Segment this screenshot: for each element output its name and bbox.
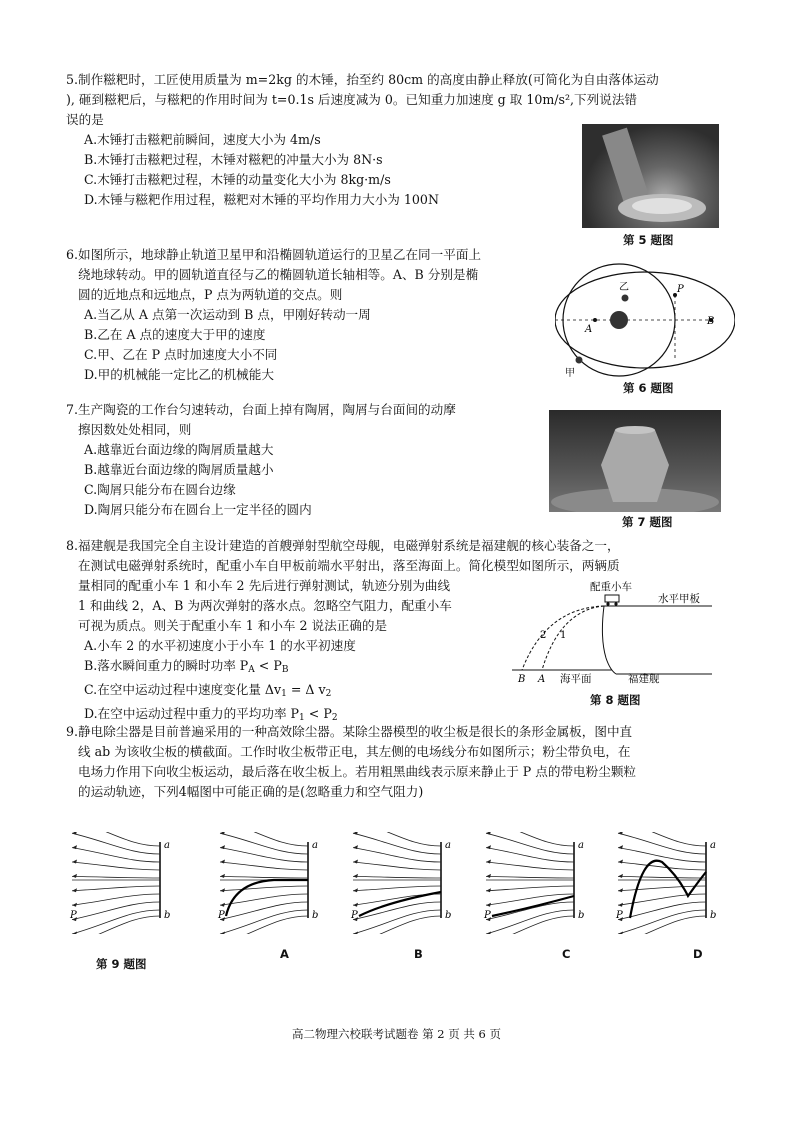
q7-option-a: A.越靠近台面边缘的陶屑质量越大 [84, 442, 274, 457]
q6-caption: 第 6 题图 [623, 381, 674, 395]
field-line [486, 832, 574, 846]
field-line [486, 848, 574, 862]
q6-label-a: A [585, 324, 593, 335]
plate-label-a: a [710, 840, 716, 851]
q9-panel-b [347, 832, 457, 934]
field-arrow [353, 932, 358, 935]
q7-option-d: D.陶屑只能分布在圆台上一定半径的圆内 [84, 502, 312, 517]
q6-label-jia: 甲 [565, 368, 575, 379]
q9-panel-c [480, 832, 590, 934]
q8-line-4: 1 和曲线 2，A、B 为两次弹射的落水点。忽略空气阻力，配重小车 [78, 598, 452, 613]
q9-panel-reference [66, 832, 176, 934]
field-line [72, 894, 160, 905]
q5-option-c: C.木锤打击糍粑过程，木锤的动量变化大小为 8kg·m/s [84, 172, 391, 187]
field-line [72, 876, 160, 878]
q6-line-2: 绕地球转动。甲的圆轨道直径与乙的椭圆轨道长轴相等。A、B 分别是椭 [78, 267, 479, 282]
q8-option-d-sub1: 1 [299, 713, 305, 723]
page-footer: 高二物理六校联考试题卷 第 2 页 共 6 页 [291, 1027, 502, 1041]
q7-option-c: C.陶屑只能分布在圆台边缘 [84, 482, 236, 497]
field-line [353, 848, 441, 862]
q5-line-2: ), 砸到糍粑后，与糍粑的作用时间为 t=0.1s 后速度减为 0。已知重力加速度 g 取 10m/s²,下列说法错 [66, 92, 638, 107]
q8-label-car: 配重小车 [590, 581, 632, 593]
plate-label-b: b [164, 910, 171, 921]
q9-line-4: 的运动轨迹，下列4幅图中可能正确的是(忽略重力和空气阻力) [78, 784, 424, 799]
plate-label-a: a [578, 840, 584, 851]
q8-option-a: A.小车 2 的水平初速度小于小车 1 的水平初速度 [84, 638, 356, 653]
q8-label-b: B [518, 674, 526, 685]
q8-option-d-sub2: 2 [331, 713, 338, 723]
q9-panel-a [214, 832, 324, 934]
field-arrow [353, 874, 358, 878]
q8-label-sea: 海平面 [560, 673, 592, 685]
field-line [72, 832, 160, 846]
q8-line-2: 在测试电磁弹射系统时，配重小车自甲板前端水平射出，落至海面上。简化模型如图所示，两辆质 [78, 558, 620, 573]
particle-trajectory [492, 896, 574, 916]
q5-line-3: 误的是 [66, 112, 104, 127]
q5-line-1: 5.制作糍粑时，工匠使用质量为 m=2kg 的木锤，抬至约 80cm 的高度由静止释放(可简化为自由落体运动 [66, 72, 659, 87]
plate-label-b: b [445, 910, 452, 921]
field-line [72, 862, 160, 870]
field-arrow [220, 860, 225, 864]
point-label-p: P [616, 910, 623, 921]
q7-photo-art [549, 410, 721, 512]
particle-trajectory [359, 892, 441, 916]
field-line [353, 876, 441, 878]
field-line [220, 876, 308, 878]
q9-caption-d: D [693, 947, 703, 961]
field-arrow [353, 860, 358, 864]
q6-line-3: 圆的近地点和远地点，P 点为两轨道的交点。则 [78, 287, 343, 302]
q8-option-b-mid: < P [254, 658, 282, 673]
q5-photo-art [582, 124, 719, 228]
field-arrow [486, 932, 491, 935]
field-line [353, 862, 441, 870]
q6-option-b: B.乙在 A 点的速度大于甲的速度 [84, 327, 266, 342]
field-line [72, 833, 160, 854]
q8-caption: 第 8 题图 [590, 693, 641, 707]
q5-caption: 第 5 题图 [623, 233, 674, 247]
field-line [72, 886, 160, 891]
question-9 [66, 722, 636, 802]
q8-label-ship: 福建舰 [628, 673, 660, 685]
q8-label-curve-2: 2 [540, 630, 547, 641]
q8-option-c-sub1: 1 [281, 689, 287, 699]
field-arrow [220, 874, 225, 878]
field-arrow [72, 874, 77, 878]
q8-option-c-text: C.在空中运动过程中速度变化量 Δv [84, 682, 282, 697]
field-line [220, 886, 308, 891]
field-arrow [220, 932, 225, 935]
q5-option-b: B.木锤打击糍粑过程，木锤对糍粑的冲量大小为 8N·s [84, 152, 383, 167]
field-line [220, 833, 308, 854]
q8-option-b-text: B.落水瞬间重力的瞬时功率 P [84, 658, 249, 673]
q7-line-1: 7.生产陶瓷的工作台匀速转动，台面上掉有陶屑，陶屑与台面间的动摩 [66, 402, 456, 417]
plate-label-b: b [578, 910, 585, 921]
field-arrow [220, 888, 225, 892]
q6-option-a: A.当乙从 A 点第一次运动到 B 点，甲刚好转动一周 [84, 307, 371, 322]
point-label-p: P [70, 910, 77, 921]
point-label-p: P [218, 910, 225, 921]
field-line [486, 876, 574, 878]
field-arrow [72, 860, 77, 864]
q7-caption: 第 7 题图 [622, 515, 673, 529]
field-line [220, 862, 308, 870]
question-6 [66, 245, 481, 385]
q6-label-yi: 乙 [619, 282, 629, 293]
q9-caption-b: B [414, 947, 423, 961]
field-line [618, 832, 706, 846]
field-arrow [486, 874, 491, 878]
field-line [486, 886, 574, 891]
field-line [618, 876, 706, 878]
q8-option-d-mid: < P [304, 706, 332, 721]
q8-launch-diagram [512, 578, 712, 688]
field-line [220, 848, 308, 862]
q8-option-c-sub2: 2 [325, 689, 332, 699]
q8-line-5: 可视为质点。则关于配重小车 1 和小车 2 说法正确的是 [78, 618, 388, 633]
q8-option-b-sub2: B [281, 665, 289, 675]
field-arrow [72, 888, 77, 892]
field-line [220, 832, 308, 846]
q6-option-d: D.甲的机械能一定比乙的机械能大 [84, 367, 274, 382]
field-arrow [486, 860, 491, 864]
q9-caption-reference: 第 9 题图 [96, 957, 147, 971]
field-line [220, 910, 308, 934]
q8-option-d-text: D.在空中运动过程中重力的平均功率 P [84, 706, 300, 721]
q9-caption-c: C [562, 947, 571, 961]
field-line [618, 833, 706, 854]
field-line [353, 833, 441, 854]
field-arrow [618, 874, 623, 878]
q9-panel-d [612, 832, 722, 934]
field-line [353, 832, 441, 846]
question-5 [66, 70, 659, 210]
field-line [618, 848, 706, 862]
q7-line-2: 擦因数处处相同，则 [78, 422, 192, 437]
point-label-p: P [351, 910, 358, 921]
q5-option-d: D.木锤与糍粑作用过程，糍粑对木锤的平均作用力大小为 100N [84, 192, 439, 207]
plate-label-a: a [445, 840, 451, 851]
q6-label-b: B [707, 316, 715, 327]
q8-label-a: A [538, 674, 546, 685]
plate-label-b: b [312, 910, 319, 921]
q5-option-a: A.木锤打击糍粑前瞬间，速度大小为 4m/s [84, 132, 321, 147]
q6-orbit-diagram [555, 250, 735, 380]
q7-option-b: B.越靠近台面边缘的陶屑质量越小 [84, 462, 274, 477]
field-arrow [72, 932, 77, 935]
q6-label-p: P [677, 284, 684, 295]
field-line [618, 894, 706, 905]
q8-line-3: 量相同的配重小车 1 和小车 2 先后进行弹射测试，轨迹分别为曲线 [78, 578, 451, 593]
q8-line-1: 8.福建舰是我国完全自主设计建造的首艘弹射型航空母舰，电磁弹射系统是福建舰的核心装备之一， [66, 538, 620, 553]
q5-photo [582, 124, 719, 228]
plate-label-a: a [164, 840, 170, 851]
plate-label-a: a [312, 840, 318, 851]
field-arrow [618, 860, 623, 864]
q6-option-c: C.甲、乙在 P 点时加速度大小不同 [84, 347, 278, 362]
q8-option-c-mid: = Δ v [286, 682, 326, 697]
q9-line-2: 线 ab 为该收尘板的横截面。工作时收尘板带正电，其左侧的电场线分布如图所示；粉尘带负电，在 [78, 744, 631, 759]
q9-line-1: 9.静电除尘器是目前普遍采用的一种高效除尘器。某除尘器模型的收尘板是很长的条形金属板，图中直 [66, 724, 633, 739]
plate-label-b: b [710, 910, 717, 921]
field-line [72, 910, 160, 934]
q8-label-deck: 水平甲板 [658, 593, 700, 605]
q8-option-b-sub1: A [248, 665, 255, 675]
q8-label-curve-1: 1 [560, 630, 567, 641]
field-line [353, 886, 441, 891]
field-line [486, 833, 574, 854]
field-arrow [353, 888, 358, 892]
q9-line-3: 电场力作用下向收尘板运动，最后落在收尘板上。若用粗黑曲线表示原来静止于 P 点的带电粉尘颗粒 [78, 764, 637, 779]
field-arrow [618, 888, 623, 892]
question-7 [66, 400, 456, 520]
field-arrow [618, 932, 623, 935]
field-line [72, 848, 160, 862]
q9-caption-a: A [280, 947, 289, 961]
field-arrow [486, 888, 491, 892]
q7-photo [549, 410, 721, 512]
field-line [486, 862, 574, 870]
point-label-p: P [484, 910, 491, 921]
q6-line-1: 6.如图所示，地球静止轨道卫星甲和沿椭圆轨道运行的卫星乙在同一平面上 [66, 247, 482, 262]
